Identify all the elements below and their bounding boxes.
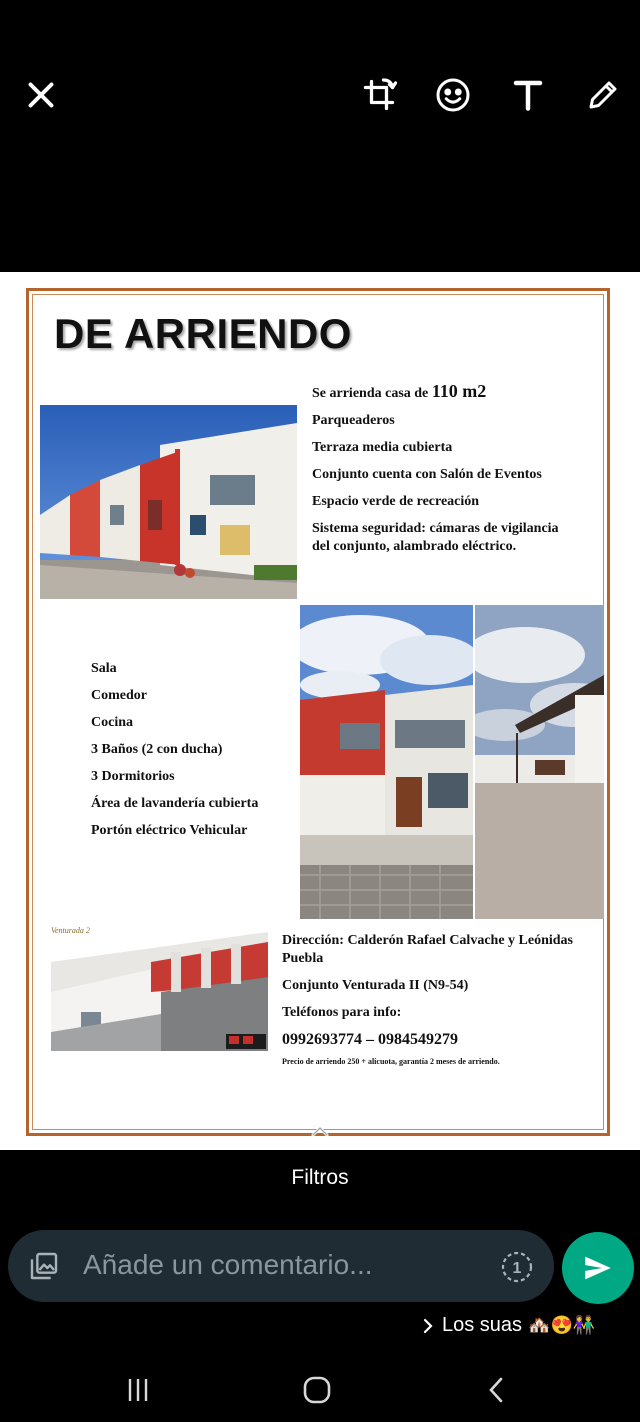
system-navbar bbox=[0, 1356, 640, 1422]
address-text: Dirección: Calderón Rafael Calvache y Leónidas Puebla bbox=[282, 933, 573, 966]
feature-area-value: 110 m2 bbox=[431, 381, 487, 401]
recipient-emoji: 🏘️😍👫 bbox=[528, 1315, 596, 1335]
view-once-label: 1 bbox=[512, 1260, 522, 1277]
room-item: Comedor bbox=[91, 688, 147, 703]
room-item: 3 Dormitorios bbox=[91, 769, 175, 784]
price-note: Precio de arriendo 250 + alícuota, garantía 2 meses de arriendo. bbox=[282, 1057, 500, 1066]
comment-bar bbox=[8, 1230, 554, 1302]
room-item: Área de lavandería cubierta bbox=[91, 796, 259, 811]
recipient-chip[interactable] bbox=[420, 1314, 595, 1337]
home-icon[interactable] bbox=[297, 1372, 337, 1408]
photo-aerial-complex bbox=[51, 922, 268, 1051]
feature-item: Parqueaderos bbox=[312, 413, 395, 428]
bottom-panel bbox=[0, 1150, 640, 1422]
rooms-list bbox=[91, 659, 258, 848]
flyer-title: DE ARRIENDO bbox=[54, 310, 352, 357]
filters-label[interactable]: Filtros bbox=[291, 1166, 349, 1189]
view-once-icon[interactable] bbox=[500, 1250, 534, 1284]
photo-townhouse-row bbox=[40, 405, 297, 599]
back-icon[interactable] bbox=[476, 1372, 516, 1408]
photo-terrace bbox=[475, 605, 604, 919]
send-icon bbox=[581, 1251, 615, 1285]
phones-text: 0992693774 – 0984549279 bbox=[282, 1031, 458, 1048]
feature-area bbox=[312, 382, 572, 403]
flyer-image bbox=[0, 272, 640, 1150]
pencil-icon[interactable] bbox=[578, 70, 628, 120]
feature-area-label: Se arrienda casa de bbox=[312, 386, 432, 401]
comment-input[interactable]: Añade un comentario... bbox=[83, 1249, 373, 1280]
crop-rotate-icon[interactable] bbox=[354, 70, 404, 120]
feature-item: Espacio verde de recreación bbox=[312, 494, 480, 509]
room-item: Sala bbox=[91, 661, 117, 676]
gallery-icon[interactable] bbox=[28, 1250, 60, 1282]
complex-text: Conjunto Venturada II (N9-54) bbox=[282, 978, 469, 993]
feature-item: Sistema seguridad: cámaras de vigilancia del conjunto, alambrado eléctrico. bbox=[312, 521, 559, 554]
feature-item: Terraza media cubierta bbox=[312, 440, 453, 455]
room-item: Cocina bbox=[91, 715, 133, 730]
photo-house-front bbox=[300, 605, 473, 919]
text-icon[interactable] bbox=[503, 70, 553, 120]
recent-apps-icon[interactable] bbox=[118, 1372, 158, 1408]
close-icon[interactable] bbox=[16, 70, 66, 120]
room-item: Portón eléctrico Vehicular bbox=[91, 823, 248, 838]
chevron-right-icon bbox=[420, 1318, 436, 1334]
send-button[interactable] bbox=[562, 1232, 634, 1304]
room-item: 3 Baños (2 con ducha) bbox=[91, 742, 223, 757]
feature-item: Conjunto cuenta con Salón de Eventos bbox=[312, 467, 542, 482]
emoji-icon[interactable] bbox=[428, 70, 478, 120]
features-list bbox=[312, 382, 572, 565]
recipient-name: Los suas bbox=[442, 1314, 523, 1336]
phones-label: Teléfonos para info: bbox=[282, 1005, 402, 1020]
contact-info bbox=[282, 932, 582, 1076]
venturada-logo: Venturada 2 bbox=[51, 926, 90, 935]
editor-toolbar bbox=[0, 0, 640, 272]
chevron-up-icon[interactable] bbox=[310, 1124, 330, 1138]
